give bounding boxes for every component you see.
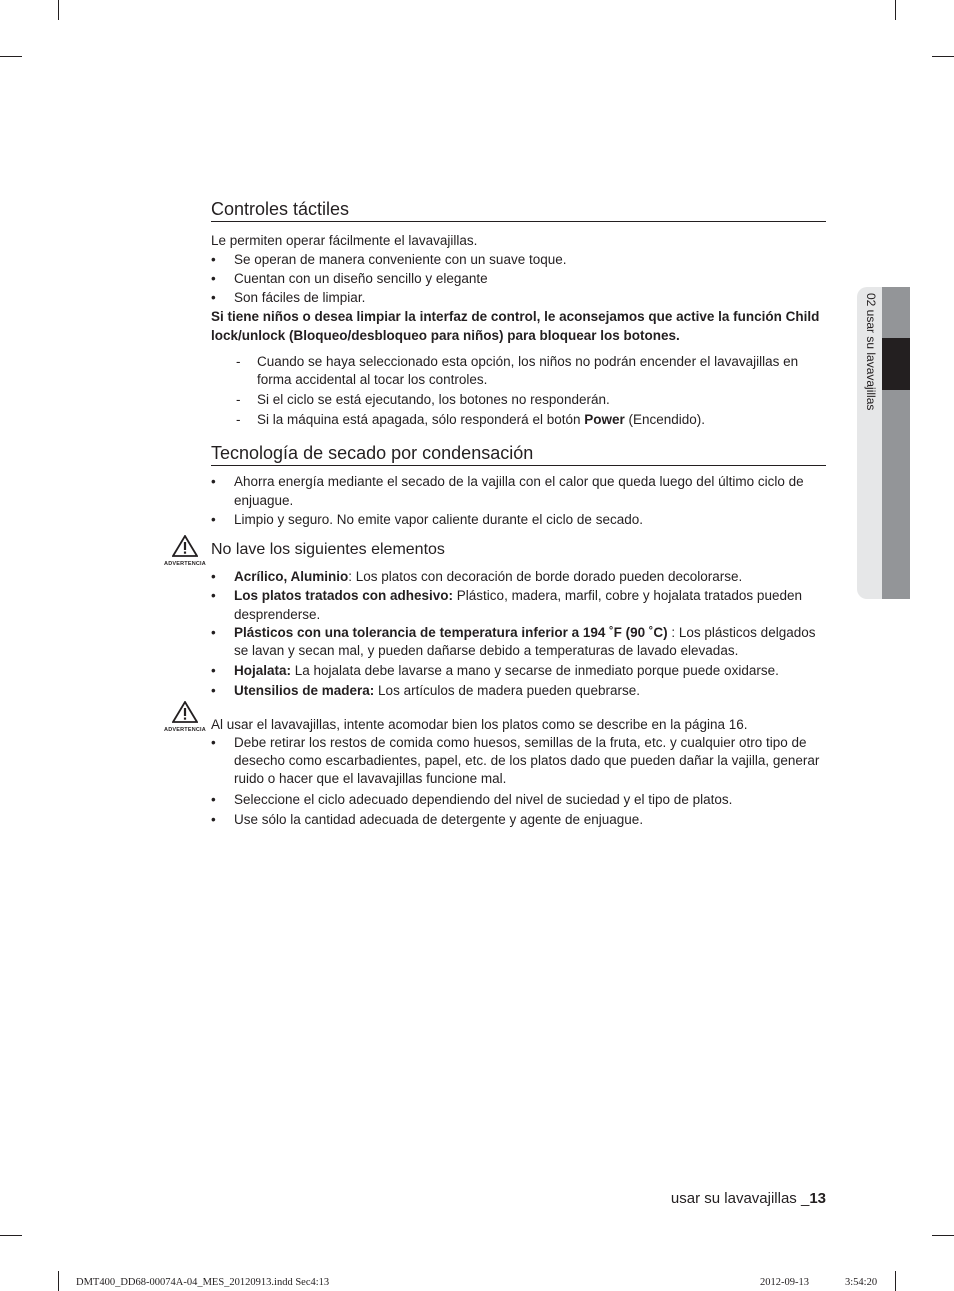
- child-lock-note: Si tiene niños o desea limpiar la interfaz de control, le aconsejamos que active la función Child lock/unlock (Bloqueo/desbloqueo para niños) para bloquear los botones.: [211, 309, 820, 343]
- list-item: • Se operan de manera conveniente con un suave toque.: [211, 250, 826, 269]
- list-item: • Son fáciles de limpiar.: [211, 288, 826, 307]
- crop-mark: [932, 56, 954, 57]
- crop-mark: [58, 1271, 59, 1291]
- item-text: Los artículos de madera pueden quebrarse.: [374, 683, 640, 698]
- list-item: • Cuentan con un diseño sencillo y elegante: [211, 269, 826, 288]
- section-title-touch-controls: Controles táctiles: [211, 198, 826, 222]
- list-item: [211, 586, 826, 624]
- chapter-tab-label: [862, 293, 878, 493]
- item-heading: Plásticos con una tolerancia de temperatura inferior a 194 ˚F (90 ˚C): [234, 625, 668, 640]
- item-text: : Los platos con decoración de borde dorado pueden decolorarse.: [348, 569, 743, 584]
- warning-icon-label: ADVERTENCIA: [164, 561, 206, 567]
- list-item: • Seleccione el ciclo adecuado dependiendo del nivel de suciedad y el tipo de platos.: [211, 790, 826, 809]
- warning-icon-label: ADVERTENCIA: [164, 727, 206, 733]
- chapter-tab-gray: [882, 287, 910, 599]
- item-text: La hojalata debe lavarse a mano y secarse de inmediato porque puede oxidarse.: [291, 663, 779, 678]
- dash3-text: Si la máquina está apagada, sólo responderá el botón: [257, 412, 585, 427]
- chapter-tab-text: 02 usar su lavavajillas: [864, 293, 878, 411]
- section2-bullets: [211, 472, 826, 529]
- item-heading: Los platos tratados con adhesivo:: [234, 588, 454, 603]
- section1-bullets: [211, 250, 826, 307]
- list-item: [211, 624, 826, 659]
- item-heading: Acrílico, Aluminio: [234, 569, 349, 584]
- warning-block-usage: [164, 715, 826, 829]
- list-item: [234, 411, 826, 429]
- list-item: • Ahorra energía mediante el secado de la vajilla con el calor que queda luego del último ciclo de enjuague.: [211, 472, 826, 510]
- print-slug-time: 3:54:20: [845, 1277, 878, 1288]
- list-item: [211, 681, 826, 700]
- print-slug-date: 2012-09-13: [760, 1277, 809, 1288]
- footer-section-label: usar su lavavajillas _: [670, 1190, 810, 1207]
- item-heading: Hojalata:: [234, 663, 292, 678]
- list-item: - Cuando se haya seleccionado esta opción, los niños no podrán encender el lavavajillas en forma accidental al tocar los controles.: [234, 353, 826, 389]
- list-item: • Use sólo la cantidad adecuada de detergente y agente de enjuague.: [211, 810, 826, 829]
- main-content: [164, 198, 826, 829]
- list-item: • Limpio y seguro. No emite vapor caliente durante el ciclo de secado.: [211, 510, 826, 529]
- list-item: • Debe retirar los restos de comida como huesos, semillas de la fruta, etc. y cualquier otro tipo de desecho como escarbadientes, papel, etc. de los platos dado que pueden dañar la vajilla, generar ruido o hacer que el lavavajillas funcione mal.: [211, 734, 826, 788]
- list-item: - Si el ciclo se está ejecutando, los botones no responderán.: [234, 391, 826, 409]
- warning2-intro: Al usar el lavavajillas, intente acomodar bien los platos como se describe en la página 16.: [211, 717, 748, 732]
- crop-mark: [895, 0, 896, 20]
- item-text: Plástico, madera, marfil, cobre y hojalata tratados pueden desprenderse.: [234, 588, 802, 622]
- section-title-condensation-drying: Tecnología de secado por condensación: [211, 442, 826, 466]
- warning-block-do-not-wash: [164, 539, 826, 700]
- warning-icon: [163, 701, 207, 733]
- power-label: Power: [584, 412, 625, 427]
- crop-mark: [58, 0, 59, 20]
- print-slug-file: DMT400_DD68-00074A-04_MES_20120913.indd Sec4:13: [76, 1277, 330, 1288]
- crop-mark: [0, 1235, 22, 1236]
- section1-dashes: [234, 353, 826, 429]
- dash3-text-end: (Encendido).: [624, 412, 706, 427]
- list-item: [211, 567, 826, 586]
- section1-intro: Le permiten operar fácilmente el lavavajillas.: [211, 233, 478, 248]
- warning-icon: [163, 535, 207, 567]
- usage-list: [211, 734, 826, 829]
- crop-mark: [932, 1235, 954, 1236]
- item-text: : Los plásticos delgados se lavan y secan mal, y pueden dañarse debido a temperaturas de lavado elevadas.: [234, 625, 816, 658]
- chapter-tab-marker: [882, 338, 910, 390]
- list-item: [211, 661, 826, 680]
- page-number: 13: [809, 1190, 826, 1207]
- page-footer: [671, 1190, 826, 1207]
- item-heading: Utensilios de madera:: [234, 683, 375, 698]
- warning-title: No lave los siguientes elementos: [211, 541, 445, 558]
- crop-mark: [0, 56, 22, 57]
- crop-mark: [895, 1271, 896, 1291]
- do-not-wash-list: [211, 567, 826, 700]
